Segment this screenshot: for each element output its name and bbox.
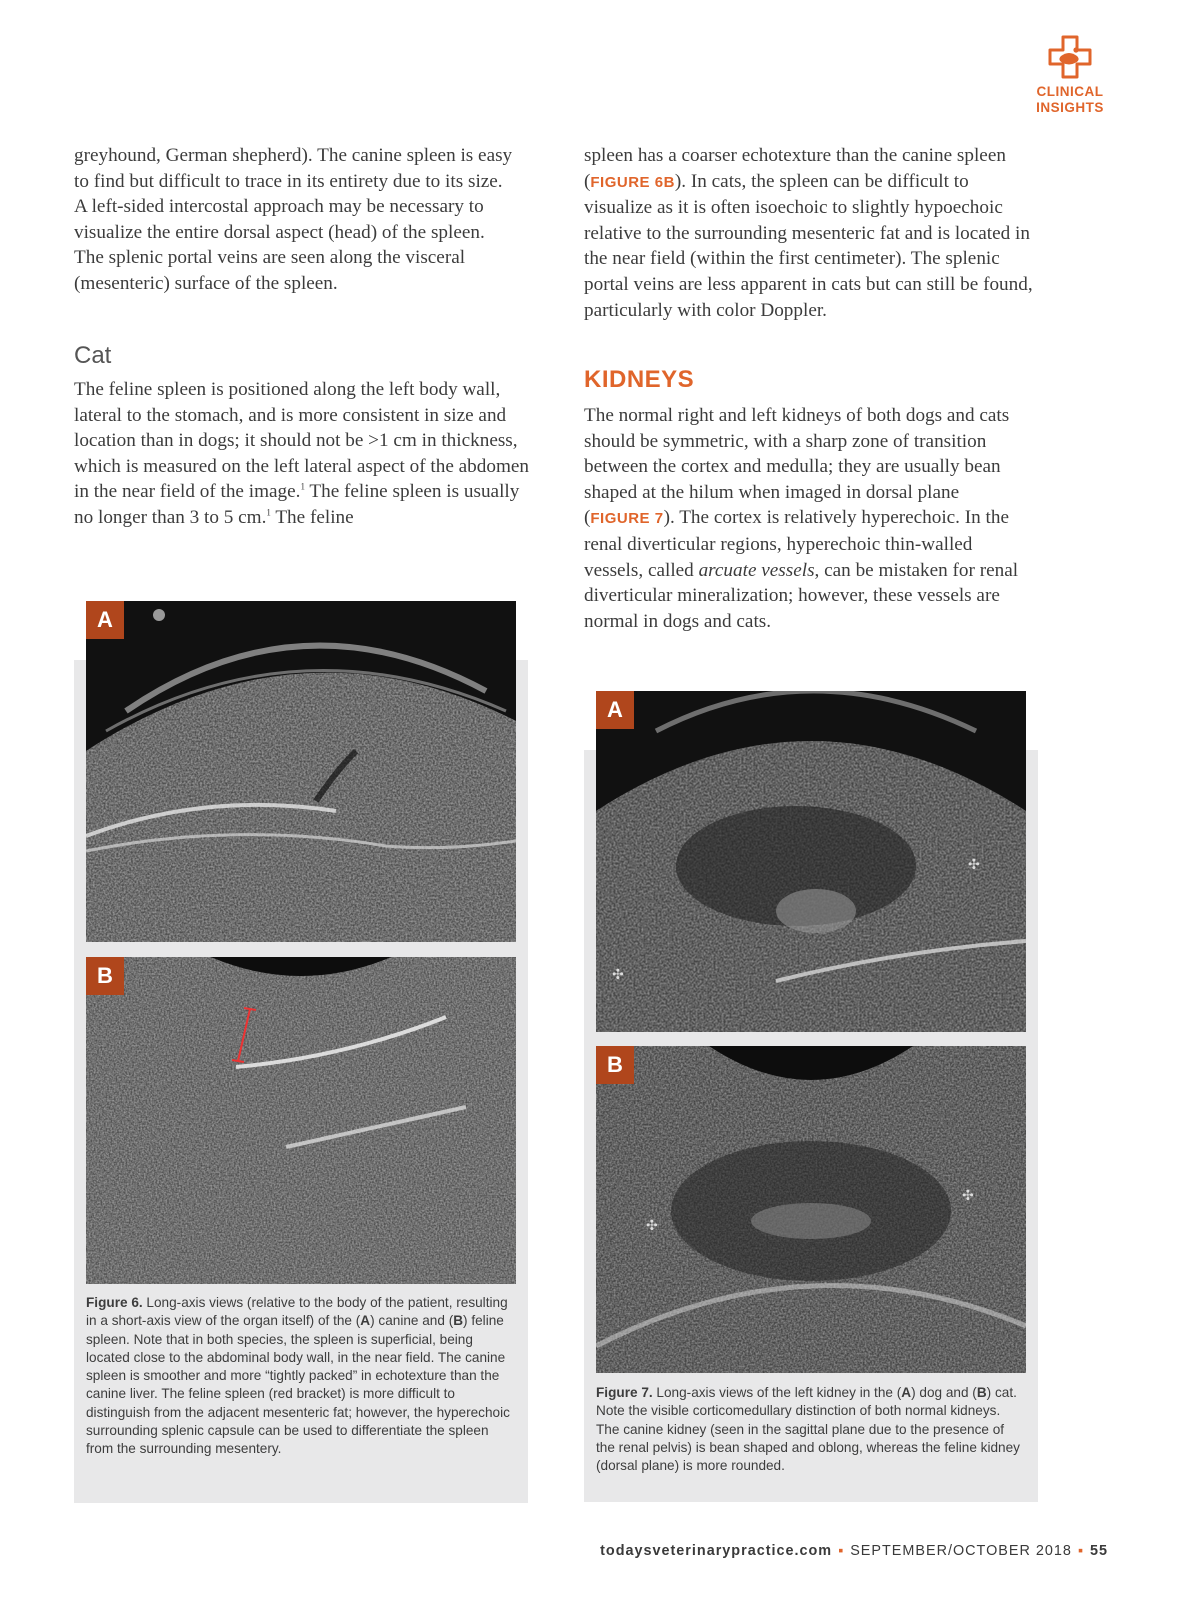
figure-7-caption-text-2: ) dog and (	[911, 1385, 977, 1400]
figure-7-caption-text-1: Long-axis views of the left kidney in the (	[652, 1385, 902, 1400]
figure-7-reference[interactable]: FIGURE 7	[590, 510, 664, 528]
right-paragraph-2	[584, 403, 1024, 634]
left-paragraph-2-text-a: The feline spleen is positioned along the left body wall, lateral to the stomach, and is more consistent in size and location than in dogs; it should not be >1 cm in thickness, which is measured on the left lateral aspect of the abdomen in the near field of the image.	[74, 379, 530, 503]
left-paragraph-1	[74, 143, 519, 297]
right-paragraph-1-text-b: ). In cats, the spleen can be difficult to visualize as it is often isoechoic to slightly hypoechoic relative to the surrounding mesenteric fat and is located in the near field (within the first centimeter). The splenic portal veins are less apparent in cats but can still be found, particularly with color Doppler.	[584, 170, 1033, 321]
clinical-cross-paw-icon	[1047, 34, 1093, 80]
right-paragraph-1	[584, 143, 1039, 323]
badge-line-1: CLINICAL	[1036, 84, 1104, 99]
kidneys-heading: KIDNEYS	[584, 366, 695, 393]
figure-7-panel-label-a: A	[596, 691, 634, 729]
badge-line-2: INSIGHTS	[1036, 100, 1104, 115]
figure-7-caption	[596, 1384, 1026, 1475]
footer-separator: ▪	[1077, 1543, 1084, 1559]
svg-text:✣: ✣	[612, 967, 624, 983]
svg-text:✣: ✣	[962, 1188, 974, 1204]
figure-7-caption-ref-b: B	[976, 1385, 987, 1400]
figure-7-panel-label-b: B	[596, 1046, 634, 1084]
right-paragraph-1-text-a: spleen has a coarser echotexture than the canine spleen (	[584, 145, 1006, 192]
figure-7-caption-label: Figure 7.	[596, 1385, 653, 1400]
left-paragraph-2-text-b: The feline spleen is usually no longer than 3 to 5 cm.	[74, 481, 520, 528]
reference-superscript: 1	[300, 481, 305, 492]
page-number: 55	[1089, 1543, 1108, 1559]
footer-separator: ▪	[838, 1543, 845, 1559]
left-paragraph-1-text: greyhound, German shepherd). The canine spleen is easy to find but difficult to trace in its entirety due to its size. A left-sided intercostal approach may be necessary to visualize the entire dorsal aspect (head) of the spleen. The splenic portal veins are seen along the visceral (mesenteric) surface of the spleen.	[74, 145, 513, 294]
reference-superscript: 1	[266, 507, 271, 518]
clinical-insights-badge	[1010, 34, 1130, 116]
figure-6-caption-text-3: ) feline spleen. Note that in both species, the spleen is superficial, being located close to the abdominal body wall, in the near field. The canine spleen is smoother and more “tightly packed” in echotexture than the canine liver. The feline spleen (red bracket) is more difficult to distinguish from the adjacent mesenteric fat; however, the hyperechoic surrounding splenic capsule can be used to differentiate the spleen from the surrounding mesentery.	[86, 1313, 510, 1457]
figure-6-caption-label: Figure 6.	[86, 1295, 143, 1310]
cat-heading: Cat	[74, 342, 112, 369]
left-paragraph-2-text-c: The feline	[270, 506, 354, 528]
figure-6-caption	[86, 1294, 516, 1459]
figure-7a-dog-kidney-ultrasound	[596, 691, 1026, 1032]
footer-site-link[interactable]: todaysveterinarypractice.com	[600, 1543, 833, 1559]
figure-6-panel-label-b: B	[86, 957, 124, 995]
right-paragraph-2-text-b: ). The cortex is relatively hyperechoic. In the renal diverticular regions, hyperechoic thin-walled vessels, called	[584, 507, 1009, 581]
footer-issue: SEPTEMBER/OCTOBER 2018	[850, 1543, 1072, 1559]
figure-6-caption-ref-a: A	[360, 1313, 371, 1329]
right-paragraph-2-text-c: , can be mistaken for renal diverticular mineralization; however, these vessels are normal in dogs and cats.	[584, 559, 1019, 632]
arcuate-vessels-term: arcuate vessels	[698, 559, 815, 581]
svg-text:✣: ✣	[646, 1218, 658, 1234]
svg-text:✣: ✣	[968, 857, 980, 873]
page-footer	[600, 1543, 1108, 1559]
figure-6-panel-label-a: A	[86, 601, 124, 639]
figure-6b-feline-spleen-ultrasound	[86, 957, 516, 1284]
figure-7b-cat-kidney-ultrasound	[596, 1046, 1026, 1373]
left-paragraph-2	[74, 377, 534, 531]
figure-6-caption-text-2: ) canine and (	[370, 1313, 454, 1329]
figure-6b-reference[interactable]: FIGURE 6B	[590, 173, 675, 191]
right-paragraph-2-text-a: The normal right and left kidneys of both dogs and cats should be symmetric, with a sharp zone of transition between the cortex and medulla; they are usually bean shaped at the hilum when imaged in dorsal plane (	[584, 405, 1010, 529]
figure-6-caption-text-1: Long-axis views (relative to the body of the patient, resulting in a short-axis view of the organ itself) of the (	[86, 1295, 508, 1329]
figure-7-caption-text-3: ) cat. Note the visible corticomedullary distinction of both normal kidneys. The canine kidney (seen in the sagittal plane due to the presence of the renal pelvis) is bean shaped and oblong, whereas the feline kidney (dorsal plane) is more rounded.	[596, 1385, 1020, 1474]
figure-6-caption-ref-b: B	[453, 1313, 464, 1329]
figure-7-caption-ref-a: A	[901, 1385, 912, 1400]
figure-6a-canine-spleen-ultrasound	[86, 601, 516, 942]
